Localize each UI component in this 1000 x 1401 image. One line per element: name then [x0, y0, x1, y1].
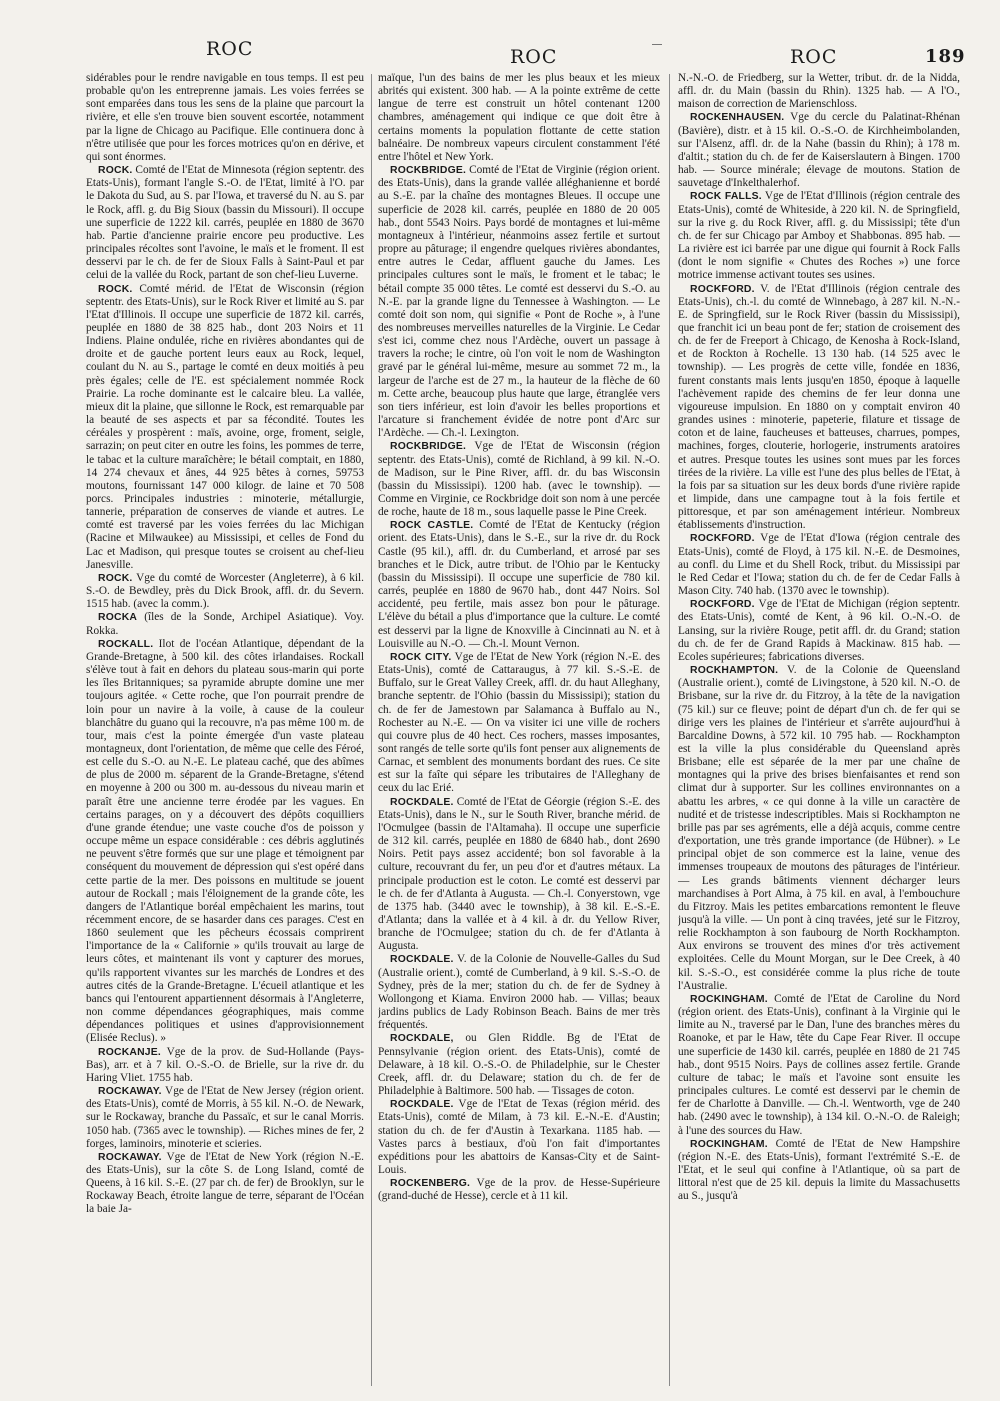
entry-headword: ROCK.	[98, 283, 133, 295]
entry-text: Ilot de l'océan Atlantique, dépendant de la Grande-Bretagne, à 500 kil. des côtes irlandaises. Rockall s'élève tout à fait en dehors du plateau sous-marin qui porte les îles Britanniques; sa pyramide abrupte domine une mer toujours agitée. « Cette roche, que l'on pourrait prendre de loin pour un navire à la voile, à cause de la couleur blanchâtre du guano qui la recouvre, n'a pas même 100 m. de tour, mais c'est la pointe émergée d'un vaste plateau montagneux, dont l'orientation, de même que celle des Féroé, est celle du S.-O. au N.-E. Le plateau caché, que des abîmes de plus de 2000 m. séparent de la Grande-Bretagne, s'étend en moyenne à 200 ou 300 m. au-dessous du niveau marin et paraît être une ancienne terre érodée par les vagues. En certains parages, on y a découvert des dépôts coquilliers d'une grande étendue; une vaste couche d'os de poisson y occupe même un espace considérable : ces débris agglutinés ne peuvent s'être formés que sur une plage et témoignent par conséquent du mouvement de dépression qui s'est opéré dans cette partie de la mer. Des poissons en multitude se jouent autour de Rockall ; mais l'éloignement de la grande côte, les dangers de l'Atlantique boréal empêchaient les marins, tout récemment encore, de se hasarder dans ces parages. C'est en 1860 seulement que les pêcheurs écossais comprirent l'importance de la « Californie » qu'ils trouvait au large de leurs côtes, et maintenant ils vont y capturer des morues, qu'ils rapportent vivantes sur les marchés de Londres et des autres cités de la Grande-Bretagne. L'écueil atlantique et les bancs qui l'entourent appartiennent désormais à l'Angleterre, non comme dépendances géographiques, mais comme dépendances politiques et usines d'approvisionnement (Elisée Reclus). »	[86, 637, 364, 1045]
entry-text: Comté de l'Etat de Kentucky (région orient. des Etats-Unis), dans le S.-E., sur la rive dr. du Rock Castle (95 kil.), affl. dr. du Cumberland, et arrosé par ses branches et le Dick, autre tribut. de l'Ohio par le Kentucky (bassin du Mississipi). Il occupe une superficie de 780 kil. carrés, peuplée en 1880 de 9670 hab., dont 447 Noirs. Sol accidenté, peu fertile, mais assez bon pour le pâturage. L'élève du bétail a plus d'importance que la culture. Le comté est desservi par la ligne de Knoxville à Cincinnati au N. et à Louisville au N.-O. — Ch.-l. Mount Vernon.	[378, 519, 660, 650]
column-1	[86, 72, 364, 1392]
entry-text: Comté de l'Etat de New Hampshire (région N.-E. des Etats-Unis), formant l'extrémité S.-E. de l'Etat, et le seul qui confine à l'Atlantique, où sa part de littoral n'est que de 25 kil. depuis la limite du Massachusetts au S., jusqu'à	[678, 1137, 960, 1203]
running-head-left: ROC	[206, 38, 254, 60]
dictionary-entry	[86, 164, 364, 282]
continued-text	[378, 72, 660, 164]
column-2	[378, 72, 660, 1392]
dictionary-entry	[86, 572, 364, 611]
dictionary-entry	[378, 164, 660, 440]
entry-text: Comté de l'Etat de Virginie (région orient. des Etats-Unis), dans la grande vallée alléghanienne et bordé au S.-E. par la chaîne des montagnes Bleues. Il occupe une superficie de 2028 kil. carrés, peuplée en 1880 de 20 005 hab., dont 5543 Noirs. Pays bordé de montagnes et lui-même montagneux à l'intérieur, néanmoins assez fertile et surtout propre au pâturage; il engendre quelques rivières abondantes, entre autres le Cedar, affluent gauche du James. Les principales cultures sont le maïs, le froment et le tabac; le bétail compte 35 000 têtes. Le comté est desservi du S.-O. au N.-E. par la grande ligne du Tennessee à Washington. — Le comté doit son nom, qui signifie « Pont de Roche », à l'une des nombreuses merveilles naturelles de la Virginie. Le Cedar s'est ici, comme chez nous l'Ardèche, ouvert un passage à travers la roche; le cintre, où l'on voit le nom de Washington gravé par le général lui-même, mesure au sommet 72 m., la largeur de l'arche est de 27 m., la hauteur de la flèche de 60 m. Cette arche, beaucoup plus haute que large, étranglée vers son tiers inférieur, est loin d'avoir les belles proportions et l'arcature si franchement évidée de notre pont d'Arc sur l'Ardèche. — Ch.-l. Lexington.	[378, 164, 660, 440]
entry-text: maïque, l'un des bains de mer les plus beaux et les mieux abrités qui existent. 300 hab. — A la pointe extrême de cette langue de terre est construit un hôtel contenant 1200 chambres, aménagement qui indique ce que doit être à certains moments la population flottante de cette station balnéaire. De nombreux vapeurs circulent constamment l'été entre l'hôtel et New York.	[378, 72, 660, 163]
header-mark	[652, 44, 662, 45]
entry-headword: ROCKDALE.	[390, 954, 454, 966]
entry-headword: ROCKDALE.	[390, 796, 454, 808]
entry-headword: ROCKAWAY.	[98, 1151, 162, 1163]
dictionary-entry	[378, 1098, 660, 1177]
entry-text: N.-N.-O. de Friedberg, sur la Wetter, tribut. dr. de la Nidda, affl. dr. du Main (bassin du Rhin). 1325 hab. — A l'O., maison de correction de Marienschloss.	[678, 72, 960, 111]
entry-headword: ROCKALL.	[98, 638, 154, 650]
dictionary-entry	[678, 190, 960, 282]
entry-headword: ROCK CASTLE.	[390, 520, 474, 532]
entry-headword: ROCKFORD.	[690, 533, 755, 545]
running-head-right: ROC	[790, 46, 838, 68]
entry-headword: ROCKBRIDGE.	[390, 165, 467, 177]
dictionary-entry	[86, 1085, 364, 1151]
dictionary-entry	[86, 1151, 364, 1217]
entry-text: V. de la Colonie de Nouvelle-Galles du Sud (Australie orient.), comté de Cumberland, à 9 kil. S.-S.-O. de Sydney, près de la mer; station du ch. de fer de Sydney à Wollongong et Kiama. Environ 2000 hab. — Villas; beaux jardins publics de Lady Robinson Beach. Bains de mer très fréquentés.	[378, 953, 660, 1032]
entry-headword: ROCK.	[98, 165, 133, 177]
dictionary-entry	[86, 638, 364, 1046]
entry-text: Vge de l'Etat de Michigan (région septentr. des Etats-Unis), comté de Kent, à 96 kil. O.-N.-O. de Lansing, sur la rivière Rouge, petit affl. dr. du Grand; station du ch. de fer de Grand Rapids à Mackinaw. 815 hab. — Ecoles supérieures; fabrications diverses.	[678, 598, 960, 663]
entry-headword: ROCKENHAUSEN.	[690, 112, 785, 124]
entry-headword: ROCKDALE,	[390, 1033, 454, 1045]
entry-text: Vge de l'Etat de Wisconsin (région septentr. des Etats-Unis), comté de Richland, à 99 kil. N.-O. de Madison, sur le Pine River, affl. dr. du bas Wisconsin (bassin du Mississipi). 1200 hab. (avec le township). — Comme en Virginie, ce Rockbridge doit son nom à une percée de roche, haute de 18 m., sous laquelle passe le Pine Creek.	[378, 440, 660, 519]
entry-text: Vge de l'Etat d'Illinois (région centrale des Etats-Unis), comté de Whiteside, à 220 kil. N. de Springfield, sur la rive g. du Rock River, affl. g. du Mississipi; tête d'un ch. de fer sur Chicago par Amboy et Shabbonas. 895 hab. — La rivière est ici barrée par une digue qui fournit à Rock Falls (dont le nom signifie « Chutes des Roches ») une force motrice immense activant toutes ses usines.	[678, 190, 960, 282]
dictionary-entry	[678, 664, 960, 993]
entry-text: Vge de l'Etat d'Iowa (région centrale des Etats-Unis), comté de Floyd, à 175 kil. N.-E. de Desmoines, au confl. du Lime et du Shell Rock, tribut. du Mississipi par le Red Cedar et l'Iowa; station du ch. de fer de Cedar Falls à Mason City. 740 hab. (1370 avec le township).	[678, 532, 960, 598]
dictionary-entry	[678, 532, 960, 598]
continued-text	[86, 72, 364, 164]
dictionary-entry	[378, 796, 660, 954]
column-divider	[669, 74, 670, 1386]
entry-headword: ROCKHAMPTON.	[690, 665, 779, 677]
dictionary-entry	[678, 283, 960, 533]
entry-text: Vge de l'Etat de New Jersey (région orient. des Etats-Unis), comté de Morris, à 55 kil. N.-O. de Newark, sur le Rockaway, branche du Passaïc, et sur le canal Morris. 1050 hab. (7365 avec le township). — Riches mines de fer, 2 forges, laminoirs, minoterie et scieries.	[86, 1085, 364, 1150]
entry-headword: ROCKDALE.	[390, 1099, 454, 1111]
entry-text: Comté de l'Etat de Minnesota (région septentr. des Etats-Unis), formant l'angle S.-O. de l'Etat, limité à l'O. par le Dakota du Sud, au S. par l'Iowa, et traversé du N. au S. par le Rock, affl. g. du Big Sioux (bassin du Missouri). Il occupe une superficie de 1222 kil. carrés, peuplée en 1880 de 3670 hab. Partie d'ancienne prairie encore peu productive. Les principales récoltes sont l'avoine, le maïs et le froment. Il est desservi par le ch. de fer de Sioux Falls à Saint-Paul et par celui de la vallée du Rock, partant de son chef-lieu Luverne.	[86, 164, 364, 282]
entry-text: (îles de la Sonde, Archipel Asiatique). Voy. Rokka.	[86, 611, 364, 637]
entry-headword: ROCKINGHAM.	[690, 993, 768, 1005]
dictionary-entry	[678, 993, 960, 1138]
entry-text: Comté de l'Etat de Géorgie (région S.-E. des Etats-Unis), dans le N., sur le South River, branche mérid. de l'Ocmulgee (bassin de l'Altamaha). Il occupe une superficie de 312 kil. carrés, peuplée en 1880 de 6840 hab., dont 2690 Noirs. Petit pays assez accidenté; bon sol favorable à la culture, recouvrant du fer, un peu d'or et d'autres métaux. La principale production est le coton. Le comté est desservi par le ch. de fer d'Atlanta à Augusta. — Ch.-l. Conyerstown, vge de 1375 hab. (3440 avec le township), à 38 kil. E.-S.-E. d'Atlanta; dans la vallée et à 4 kil. à dr. du Yellow River, branche de l'Ocmulgee; station du ch. de fer d'Atlanta à Augusta.	[378, 795, 660, 953]
dictionary-entry	[86, 1046, 364, 1085]
entry-text: V. de la Colonie de Queensland (Australie orient.), comté de Livingstone, à 520 kil. N.-O. de Brisbane, sur la rive dr. du Fitzroy, à la tête de la navigation (75 kil.) sur ce fleuve; point de départ d'un ch. de fer qui se dirige vers les plaines de l'intérieur et s'arrête aujourd'hui à Barcaldine Downs, à 572 kil. 10 795 hab. — Rockhampton est la ville la plus considérable du Queensland après Brisbane; elle est séparée de la mer par une chaîne de montagnes qui la prive des brises bienfaisantes et rend son climat dur à supporter. Sur les collines environnantes on a abattu les arbres, « ce qui donne à la ville un caractère de nudité et de tristesse indescriptibles. Mais si Rockhampton ne brille pas par ses agréments, elle a déjà acquis, comme centre d'exportation, une très grande importance (de Hübner). » Le principal objet de son commerce est la laine, venue des immenses troupeaux de moutons des pâturages de l'intérieur. — Les grands bâtiments viennent décharger leurs marchandises à Port Alma, à 75 kil. en aval, à l'embouchure du Fitzroy. Mais les petites embarcations remontent le fleuve jusqu'à la ville. — Un pont à cinq travées, jeté sur le Fitzroy, relie Rockhampton à son faubourg de North Rockhampton. Aux environs se trouvent des mines d'or très activement exploitées. Celle du Mount Morgan, sur le Dee Creek, à 40 kil. S.-S.-O., est considérée comme la plus riche de toute l'Australie.	[678, 664, 960, 992]
dictionary-columns	[86, 72, 960, 1392]
entry-headword: ROCK.	[98, 572, 133, 584]
dictionary-entry	[86, 283, 364, 572]
entry-headword: ROCKBRIDGE.	[390, 441, 467, 453]
entry-text: Vge du comté de Worcester (Angleterre), à 6 kil. S.-O. de Bewdley, près du Dick Brook, affl. dr. du Severn. 1515 hab. (avec la comm.).	[86, 571, 364, 611]
entry-headword: ROCKANJE.	[98, 1046, 161, 1058]
dictionary-entry	[378, 519, 660, 651]
running-head	[0, 28, 1000, 68]
entry-headword: ROCK FALLS.	[690, 191, 762, 203]
dictionary-entry	[378, 1177, 660, 1203]
continued-text	[678, 72, 960, 111]
dictionary-entry	[678, 598, 960, 664]
entry-text: Comté mérid. de l'Etat de Wisconsin (région septentr. des Etats-Unis), sur le Rock River et limité au S. par l'Etat d'Illinois. Il occupe une superficie de 1872 kil. carrés, peuplée en 1880 de 38 825 hab., dont 203 Noirs et 11 Indiens. Plaine ondulée, riche en rivières abondantes qui de droite et de gauche portent leurs eaux au Rock, lequel, coulant du N. au S., partage le comté en deux moitiés à peu près égales; celle de l'E. est spécialement nommée Rock Prairie. La roche dominante est le calcaire bleu. La vallée, mieux dit la plaine, que sillonne le Rock, est remarquable par la beauté de ses aspects et par sa fécondité. Toutes les céréales y prospèrent : maïs, avoine, orge, froment, seigle, sarrazin; on peut citer en outre les foins, les pommes de terre, le tabac et la culture maraîchère; le bétail comptait, en 1880, 14 274 chevaux et ânes, 44 925 bêtes à cornes, 59753 moutons, fournissant 147 000 kilogr. de laine et 70 508 porcs. Principales industries : minoterie, métallurgie, tannerie, préparation de conserves de viande et autres. Le comté est traversé par les voies ferrées du lac Michigan (Racine et Milwaukee) au Mississipi, et celles de Fond du Lac et Madison, qui presque toutes se croisent au chef-lieu Janesville.	[86, 282, 364, 571]
dictionary-entry	[378, 1032, 660, 1098]
entry-text: Vge de la prov. de Sud-Hollande (Pays-Bas), arr. et à 7 kil. O.-S.-O. de Brielle, sur la rive dr. du Haring Vliet. 1755 hab.	[86, 1045, 364, 1084]
entry-text: V. de l'Etat d'Illinois (région centrale des Etats-Unis), ch.-l. du comté de Winnebago, à 287 kil. N.-N.-E. de Springfield, sur le Rock River (bassin du Mississipi), que franchit ici un beau pont de fer; station de croisement des ch. de fer de Freeport à Chicago, de Kenosha à Rock-Island, et de Rockton à Rochelle. 13 130 hab. (14 525 avec le township). — Les progrès de cette ville, fondée en 1836, furent constants mais lents jusqu'en 1850, époque à laquelle l'achèvement rapide des chemins de fer leur donna une vigoureuse impulsion. En 1880 on y comptait environ 40 grandes usines : minoterie, papeterie, filature et tissage de coton et de laine, faucheuses et batteuses, charrues, pompes, machines, forges, clouterie, horlogerie, instruments aratoires et autres. Presque toutes les usines sont mues par les forces tirées de la rivière. La ville est l'une des plus belles de l'Etat, à la fois par sa situation sur les deux bords d'une rivière rapide et limpide, dans une campagne tout à la fois fertile et pittoresque, et par son aménagement intérieur. Nombreux établissements d'instruction.	[678, 282, 960, 532]
running-head-center: ROC	[510, 46, 558, 68]
page-number: 189	[925, 46, 966, 67]
column-3	[678, 72, 960, 1392]
entry-text: ou Glen Riddle. Bg de l'Etat de Pennsylvanie (région orient. des Etats-Unis), comté de Delaware, à 18 kil. O.-S.-O. de Philadelphie, sur le Chester Creek, affl. dr. du Delaware; station du ch. de fer de Philadelphie à Baltimore. 500 hab. — Tissages de coton.	[378, 1032, 660, 1098]
dictionary-entry	[378, 440, 660, 519]
entry-text: Vge de la prov. de Hesse-Supérieure (grand-duché de Hesse), cercle et à 11 kil.	[378, 1177, 660, 1203]
dictionary-entry	[678, 111, 960, 190]
entry-headword: ROCKA	[98, 612, 138, 624]
column-divider	[371, 74, 372, 1386]
entry-headword: ROCKFORD.	[690, 599, 755, 611]
dictionary-entry	[378, 953, 660, 1032]
entry-headword: ROCKFORD.	[690, 283, 755, 295]
entry-text: Vge du cercle du Palatinat-Rhénan (Bavière), distr. et à 15 kil. O.-S.-O. de Kirchheimbolanden, sur l'Alsenz, affl. dr. de la Nahe (bassin du Rhin); à 178 m. d'altit.; station du ch. de fer de Kaiserslautern à Bingen. 1700 hab. — Source minérale; élevage de moutons. Station de sauvetage d'Inkelthalerhof.	[678, 111, 960, 190]
dictionary-entry	[86, 611, 364, 637]
dictionary-entry	[378, 651, 660, 796]
entry-text: sidérables pour le rendre navigable en tous temps. Il est peu probable qu'on les entreprenne jamais. Les voies ferrées se sont emparées dans tous les sens de la plaine que parcourt la rivière, et elle s'en trouve bien souvent escortée, notamment par la ligne de Chicago au Pacifique. Elle continuera donc à n'être utilisée que pour les forces motrices qu'on en dérive, et qui sont énormes.	[86, 72, 364, 163]
entry-headword: ROCKAWAY.	[98, 1086, 162, 1098]
entry-text: Vge de l'Etat de Texas (région mérid. des Etats-Unis), comté de Milam, à 73 kil. E.-N.-E. d'Austin; station du ch. de fer d'Austin à Texarkana. 1185 hab. — Vastes parcs à bestiaux, d'où l'on fait d'importantes expéditions pour les abattoirs de Kansas-City et de Saint-Louis.	[378, 1098, 660, 1176]
entry-text: Comté de l'Etat de Caroline du Nord (région orient. des Etats-Unis), confinant à la Virginie qui le limite au N., traversé par le Dan, l'une des branches mères du Roanoke, et par le Haw, tête du Cape Fear River. Il occupe une superficie de 1430 kil. carrés, peuplée en 1880 de 21 745 hab., dont 9515 Noirs. Pays de collines assez fertile. Grande culture de tabac; le maïs et l'avoine sont ensuite les principales cultures. Le comté est desservi par le chemin de fer de Charlotte à Danville. — Ch.-l. Wentworth, vge de 240 hab. (2490 avec le township), à 134 kil. O.-N.-O. de Raleigh; à l'une des sources du Haw.	[678, 992, 960, 1137]
entry-headword: ROCKINGHAM.	[690, 1138, 768, 1150]
entry-text: Vge de l'Etat de New York (région N.-E. des Etats-Unis), comté de Cattaraugus, à 77 kil. S.-S.-E. de Buffalo, sur le Great Valley Creek, affl. dr. du haut Alleghany, branche septentr. de l'Ohio (bassin du Mississipi); station du ch. de fer de Jamestown par Salamanca à Buffalo au N., Rochester au N.-E. — On va visiter ici une ville de rochers qui couvre plus de 40 hect. Ces rochers, masses imposantes, sont rangés de telle sorte qu'ils font penser aux alignements de Carnac, et semblent des monuments bordant des rues. Ce site est sur la faîte qui sépare les tributaires de l'Alleghany de ceux du lac Erié.	[378, 650, 660, 795]
entry-headword: ROCK CITY.	[390, 651, 452, 663]
dictionary-entry	[678, 1138, 960, 1204]
entry-headword: ROCKENBERG.	[390, 1178, 471, 1190]
entry-text: Vge de l'Etat de New York (région N.-E. des Etats-Unis), sur la côte S. de Long Island, comté de Queens, à 16 kil. S.-E. (27 par ch. de fer) de Brooklyn, sur le Rockaway Beach, étroite langue de terre, séparant de l'Océan la baie Ja-	[86, 1150, 364, 1216]
